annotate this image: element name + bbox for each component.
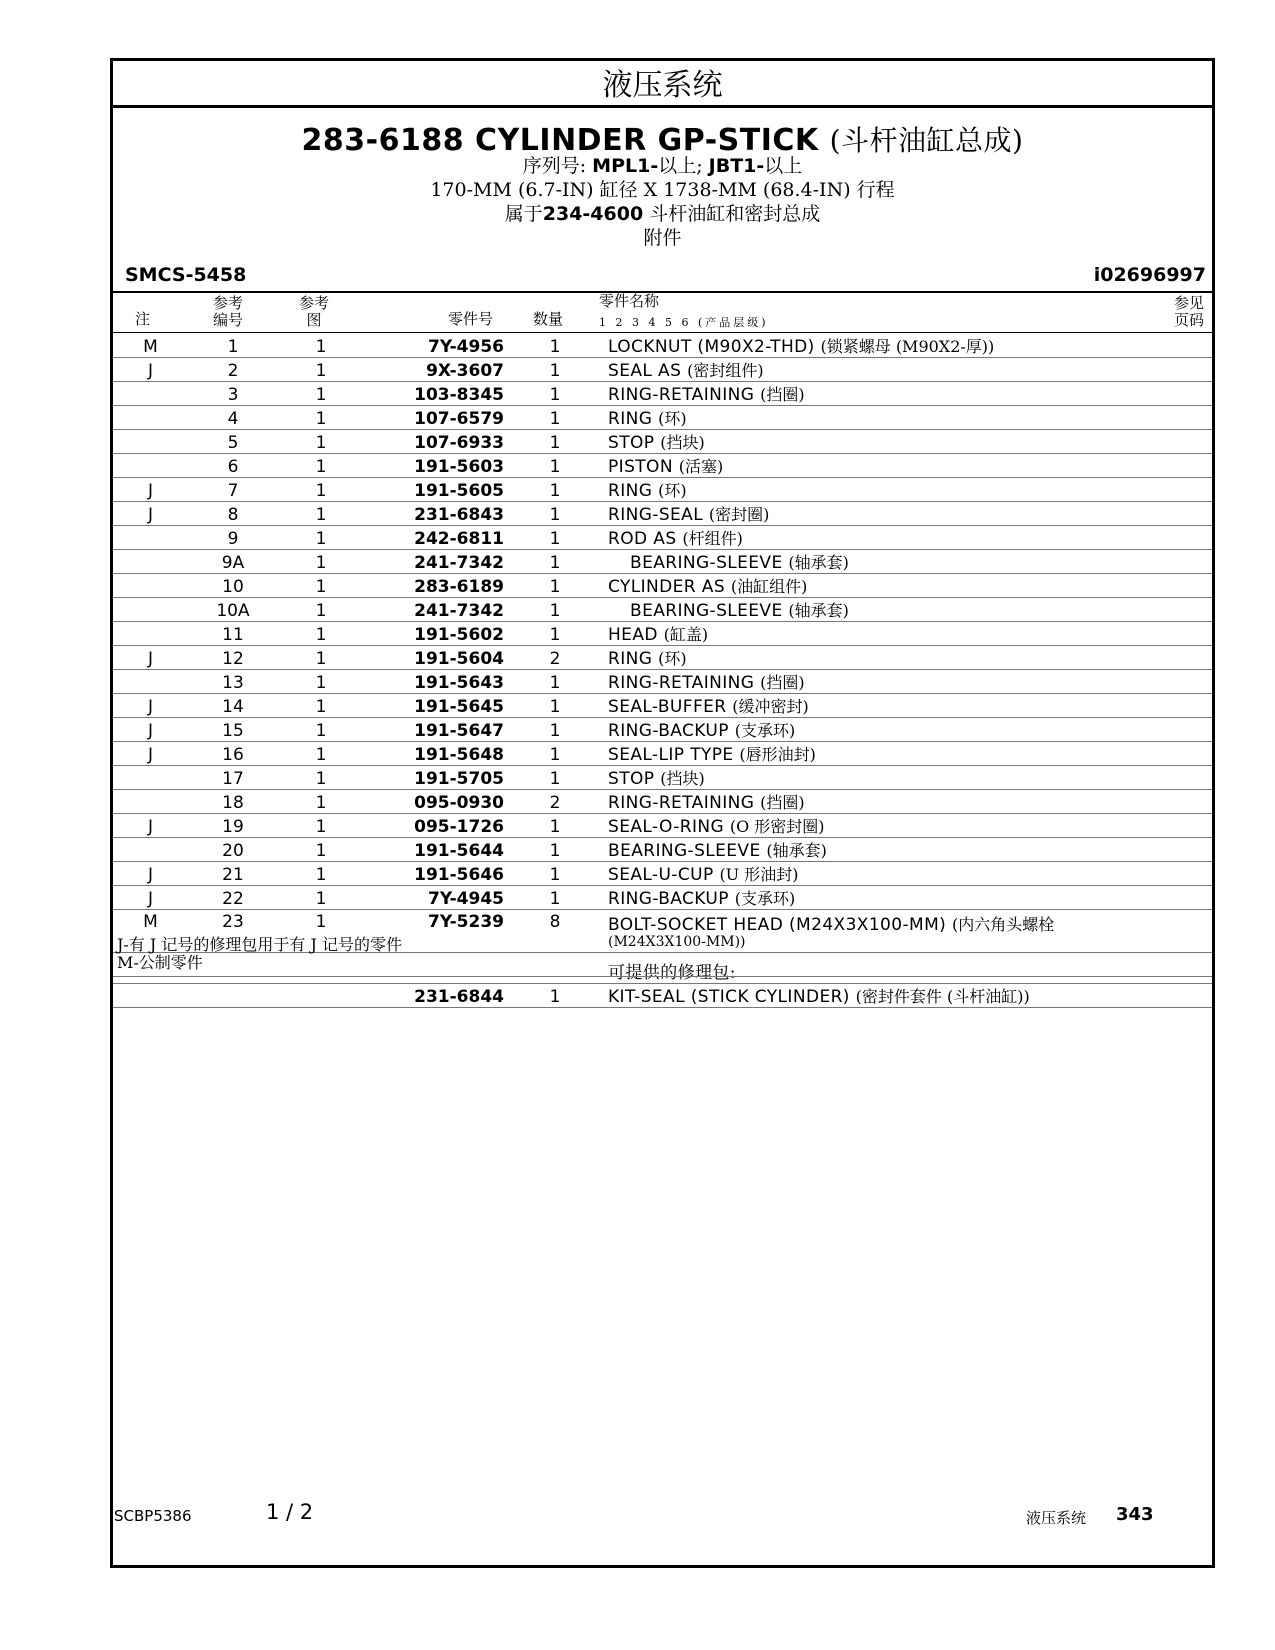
part-number-cell: 241-7342 — [364, 550, 510, 574]
part-name: STOP — [608, 769, 655, 789]
title-name: CYLINDER GP-STICK — [475, 123, 819, 158]
part-name-cn: (杆组件) — [682, 529, 743, 548]
part-name: RING — [608, 649, 653, 669]
qty-cell: 2 — [510, 646, 600, 670]
part-name-cn: (环) — [658, 481, 687, 500]
note-j: J-有 J 记号的修理包用于有 J 记号的零件 — [117, 935, 402, 954]
ref-fig-cell: 1 — [278, 382, 364, 406]
ref-fig-cell: 1 — [278, 790, 364, 814]
part-name-cn: (轴承套) — [788, 553, 849, 572]
note-cell: J — [113, 742, 188, 766]
ref-no-cell: 15 — [188, 718, 278, 742]
table-row — [113, 550, 1212, 574]
part-name-cell — [600, 694, 1212, 718]
qty-cell: 2 — [510, 790, 600, 814]
part-name-cn: (密封件套件 (斗杆油缸)) — [855, 987, 1030, 1006]
qty-cell: 1 — [510, 406, 600, 430]
note-cell — [113, 526, 188, 550]
qty-cell: 1 — [510, 502, 600, 526]
part-name-cell — [600, 502, 1212, 526]
qty-cell: 1 — [510, 382, 600, 406]
note-cell: J — [113, 886, 188, 910]
table-row — [113, 838, 1212, 862]
qty-cell: 1 — [510, 334, 600, 358]
part-name: RING — [608, 409, 653, 429]
part-name-cn: (唇形油封) — [739, 745, 816, 764]
ref-fig-cell: 1 — [278, 454, 364, 478]
ref-no-cell: 16 — [188, 742, 278, 766]
part-name-cell — [600, 598, 1212, 622]
ref-fig-cell: 1 — [278, 742, 364, 766]
table-row — [113, 790, 1212, 814]
part-number-cell: 242-6811 — [364, 526, 510, 550]
ref-no-cell: 23 — [188, 910, 278, 953]
part-number-cell: 7Y-5239 — [364, 910, 510, 953]
header-levels: 1 2 3 4 5 6 (产品层级) — [599, 316, 769, 329]
parts-table-body — [113, 334, 1212, 1008]
part-number-cell: 191-5603 — [364, 454, 510, 478]
qty-cell: 1 — [510, 984, 600, 1008]
ref-no-cell: 3 — [188, 382, 278, 406]
part-number-cell: 191-5602 — [364, 622, 510, 646]
note-cell — [113, 406, 188, 430]
part-number-cell: 191-5646 — [364, 862, 510, 886]
note-cell: J — [113, 502, 188, 526]
table-row — [113, 670, 1212, 694]
ref-no-cell: 14 — [188, 694, 278, 718]
spec-line: 170-MM (6.7-IN) 缸径 X 1738-MM (68.4-IN) 行程 — [430, 179, 895, 201]
qty-cell: 1 — [510, 814, 600, 838]
part-name-cell — [600, 334, 1212, 358]
part-number-cell: 103-8345 — [364, 382, 510, 406]
part-name: BEARING-SLEEVE — [608, 841, 761, 861]
ref-no-cell — [188, 984, 278, 1008]
part-number-cell: 191-5705 — [364, 766, 510, 790]
note-cell — [113, 598, 188, 622]
notes — [117, 936, 402, 972]
ref-no-cell: 19 — [188, 814, 278, 838]
part-name-cn: (挡圈) — [760, 793, 805, 812]
qty-cell: 1 — [510, 838, 600, 862]
attachment-line: 附件 — [643, 227, 682, 249]
part-name-cn: (轴承套) — [788, 601, 849, 620]
part-name-cell — [600, 742, 1212, 766]
ref-fig-cell: 1 — [278, 406, 364, 430]
note-cell: M — [113, 334, 188, 358]
ref-no-cell: 10A — [188, 598, 278, 622]
qty-cell: 1 — [510, 454, 600, 478]
ref-fig-cell: 1 — [278, 670, 364, 694]
part-name: HEAD — [608, 625, 658, 645]
ref-fig-cell: 1 — [278, 838, 364, 862]
part-name-cell — [600, 670, 1212, 694]
table-row — [113, 574, 1212, 598]
ref-no-cell: 9 — [188, 526, 278, 550]
part-name-cn-cont: (M24X3X100-MM)) — [608, 934, 746, 950]
table-row — [113, 478, 1212, 502]
part-name: BOLT-SOCKET HEAD (M24X3X100-MM) — [608, 915, 947, 935]
ref-no-cell: 13 — [188, 670, 278, 694]
note-cell — [113, 454, 188, 478]
part-name: STOP — [608, 433, 655, 453]
ref-fig-cell: 1 — [278, 646, 364, 670]
table-row — [113, 886, 1212, 910]
part-name-cell — [600, 718, 1212, 742]
footer-section: 液压系统 — [1026, 1509, 1087, 1527]
ref-no-cell: 22 — [188, 886, 278, 910]
part-name-cn: (锁紧螺母 (M90X2-厚)) — [820, 337, 995, 356]
part-name: PISTON — [608, 457, 673, 477]
part-number-cell: 283-6189 — [364, 574, 510, 598]
part-name-cell — [600, 526, 1212, 550]
ref-fig-cell: 1 — [278, 334, 364, 358]
note-cell — [113, 382, 188, 406]
ref-fig-cell: 1 — [278, 550, 364, 574]
title-part-number: 283-6188 — [301, 123, 465, 158]
ref-no-cell: 11 — [188, 622, 278, 646]
header-ref-fig: 参考 图 — [299, 294, 330, 329]
table-row — [113, 358, 1212, 382]
ref-fig-cell — [278, 984, 364, 1008]
serial-line: 序列号: MPL1-以上; JBT1-以上 — [522, 155, 803, 177]
note-cell — [113, 670, 188, 694]
notes-rule — [113, 976, 1212, 977]
belongs-line: 属于234-4600 斗杆油缸和密封总成 — [504, 203, 821, 225]
qty-cell: 1 — [510, 766, 600, 790]
part-number-cell: 7Y-4956 — [364, 334, 510, 358]
table-row — [113, 502, 1212, 526]
part-name-cn: (内六角头螺栓 — [952, 915, 1055, 934]
part-name-cell — [600, 574, 1212, 598]
part-name: BEARING-SLEEVE — [630, 601, 783, 621]
ref-fig-cell: 1 — [278, 766, 364, 790]
ref-no-cell: 7 — [188, 478, 278, 502]
ref-no-cell: 1 — [188, 334, 278, 358]
part-name: SEAL-O-RING — [608, 817, 725, 837]
note-cell — [113, 790, 188, 814]
qty-cell: 1 — [510, 862, 600, 886]
note-m: M-公制零件 — [117, 953, 203, 972]
part-name: RING-BACKUP — [608, 721, 729, 741]
table-row — [113, 406, 1212, 430]
table-row — [113, 430, 1212, 454]
part-name-cn: (挡块) — [660, 433, 705, 452]
ref-fig-cell: 1 — [278, 862, 364, 886]
part-name-cn: (密封组件) — [687, 361, 764, 380]
ref-no-cell: 10 — [188, 574, 278, 598]
ref-no-cell: 9A — [188, 550, 278, 574]
qty-cell: 1 — [510, 718, 600, 742]
table-row — [113, 766, 1212, 790]
note-cell: M — [113, 910, 188, 953]
part-name-cell — [600, 766, 1212, 790]
note-cell: J — [113, 646, 188, 670]
smcs-code: SMCS-5458 — [125, 264, 247, 286]
part-name-cn: (环) — [658, 649, 687, 668]
table-row — [113, 454, 1212, 478]
ref-no-cell: 21 — [188, 862, 278, 886]
ref-fig-cell: 1 — [278, 478, 364, 502]
parts-table — [113, 334, 1212, 1008]
qty-cell: 1 — [510, 430, 600, 454]
note-cell: J — [113, 718, 188, 742]
part-number-cell: 095-0930 — [364, 790, 510, 814]
part-name-cell — [600, 550, 1212, 574]
note-cell: J — [113, 358, 188, 382]
part-number-cell: 7Y-4945 — [364, 886, 510, 910]
part-name-cell — [600, 910, 1212, 953]
part-number-cell: 191-5645 — [364, 694, 510, 718]
part-name: RING-SEAL — [608, 505, 704, 525]
part-name: RING — [608, 481, 653, 501]
qty-cell: 1 — [510, 598, 600, 622]
ref-no-cell: 6 — [188, 454, 278, 478]
ref-no-cell: 17 — [188, 766, 278, 790]
note-cell — [113, 430, 188, 454]
part-name-cn: (环) — [658, 409, 687, 428]
ref-fig-cell: 1 — [278, 574, 364, 598]
part-name-cell — [600, 886, 1212, 910]
ref-fig-cell: 1 — [278, 622, 364, 646]
note-cell — [113, 622, 188, 646]
table-row — [113, 334, 1212, 358]
ref-fig-cell: 1 — [278, 910, 364, 953]
ref-fig-cell: 1 — [278, 502, 364, 526]
note-cell — [113, 550, 188, 574]
title-name-cn: (斗杆油缸总成) — [829, 124, 1024, 157]
part-name: CYLINDER AS — [608, 577, 726, 597]
part-number-cell: 191-5643 — [364, 670, 510, 694]
ref-no-cell: 2 — [188, 358, 278, 382]
header-part-name: 零件名称 — [599, 292, 660, 310]
section-title: 液压系统 — [113, 61, 1212, 108]
ref-fig-cell: 1 — [278, 598, 364, 622]
part-name-cn: (缸盖) — [663, 625, 709, 644]
qty-cell: 1 — [510, 478, 600, 502]
part-name-cn: (支承环) — [734, 721, 796, 740]
part-name-cell — [600, 838, 1212, 862]
qty-cell: 1 — [510, 526, 600, 550]
part-name-cn: (挡圈) — [760, 673, 805, 692]
ref-fig-cell: 1 — [278, 718, 364, 742]
part-name-cn: (密封圈) — [708, 505, 770, 524]
part-name-cell — [600, 790, 1212, 814]
qty-cell: 1 — [510, 670, 600, 694]
table-row — [113, 814, 1212, 838]
table-row — [113, 694, 1212, 718]
part-number-cell: 191-5648 — [364, 742, 510, 766]
ref-fig-cell: 1 — [278, 526, 364, 550]
header-rule — [113, 291, 1212, 293]
part-name-cell — [600, 646, 1212, 670]
part-number-cell: 191-5647 — [364, 718, 510, 742]
part-name: RING-RETAINING — [608, 673, 755, 693]
part-number-cell: 107-6933 — [364, 430, 510, 454]
page-frame — [110, 58, 1215, 1568]
part-name: SEAL-BUFFER — [608, 697, 727, 717]
table-row — [113, 718, 1212, 742]
part-name: LOCKNUT (M90X2-THD) — [608, 337, 815, 357]
part-name-cn: (挡块) — [660, 769, 705, 788]
ref-no-cell: 12 — [188, 646, 278, 670]
part-number-cell: 095-1726 — [364, 814, 510, 838]
part-name-cell — [600, 814, 1212, 838]
footer-doc-id: SCBP5386 — [114, 1507, 192, 1525]
part-number-cell: 191-5644 — [364, 838, 510, 862]
part-name: KIT-SEAL (STICK CYLINDER) — [608, 987, 850, 1007]
part-name-cn: (活塞) — [678, 457, 724, 476]
part-number-cell: 191-5604 — [364, 646, 510, 670]
header-note: 注 — [135, 310, 151, 328]
part-name-cell — [600, 862, 1212, 886]
header-part-no: 零件号 — [448, 310, 494, 328]
ref-no-cell: 4 — [188, 406, 278, 430]
part-name: RING-RETAINING — [608, 793, 755, 813]
part-name-cell — [600, 622, 1212, 646]
empty-cell — [510, 953, 600, 984]
table-row — [113, 382, 1212, 406]
part-name-cell — [600, 454, 1212, 478]
table-row — [113, 526, 1212, 550]
part-name-cell — [600, 358, 1212, 382]
ref-no-cell: 20 — [188, 838, 278, 862]
header-ref-no: 参考 编号 — [213, 294, 244, 329]
note-cell: J — [113, 814, 188, 838]
note-cell: J — [113, 862, 188, 886]
ref-no-cell: 18 — [188, 790, 278, 814]
illustration-id: i02696997 — [1093, 264, 1206, 286]
qty-cell: 1 — [510, 886, 600, 910]
qty-cell: 1 — [510, 574, 600, 598]
part-number-cell: 231-6844 — [364, 984, 510, 1008]
part-name-cell — [600, 478, 1212, 502]
ref-fig-cell: 1 — [278, 886, 364, 910]
part-name-cn: (挡圈) — [760, 385, 805, 404]
qty-cell: 1 — [510, 694, 600, 718]
part-name-cn: (油缸组件) — [730, 577, 808, 596]
table-row — [113, 646, 1212, 670]
ref-fig-cell: 1 — [278, 358, 364, 382]
note-cell: J — [113, 478, 188, 502]
footer-page-number: 343 — [1116, 1504, 1154, 1525]
part-number-cell: 9X-3607 — [364, 358, 510, 382]
ref-no-cell: 5 — [188, 430, 278, 454]
part-name: SEAL-LIP TYPE — [608, 745, 734, 765]
ref-fig-cell: 1 — [278, 814, 364, 838]
table-row — [113, 862, 1212, 886]
header-qty: 数量 — [533, 310, 564, 328]
header-bottom-rule — [113, 332, 1212, 333]
part-name: RING-BACKUP — [608, 889, 729, 909]
part-name-cell — [600, 406, 1212, 430]
ref-no-cell: 8 — [188, 502, 278, 526]
header-ref-page: 参见 页码 — [1173, 294, 1204, 329]
kit-row — [113, 984, 1212, 1008]
part-name-cell — [600, 984, 1212, 1008]
qty-cell: 1 — [510, 742, 600, 766]
note-cell: J — [113, 694, 188, 718]
qty-cell: 1 — [510, 358, 600, 382]
part-name-cn: (支承环) — [734, 889, 796, 908]
qty-cell: 1 — [510, 622, 600, 646]
kit-label: 可提供的修理包: — [600, 953, 1212, 984]
table-row — [113, 742, 1212, 766]
part-name-cn: (O 形密封圈) — [729, 817, 825, 836]
footer-page-of: 1 / 2 — [266, 1500, 314, 1524]
part-name: SEAL-U-CUP — [608, 865, 714, 885]
part-number-cell: 191-5605 — [364, 478, 510, 502]
part-name-cn: (U 形油封) — [719, 865, 799, 884]
ref-fig-cell: 1 — [278, 430, 364, 454]
part-name: RING-RETAINING — [608, 385, 755, 405]
part-name: SEAL AS — [608, 361, 682, 381]
qty-cell: 8 — [510, 910, 600, 953]
table-row — [113, 598, 1212, 622]
table-row — [113, 622, 1212, 646]
part-name: ROD AS — [608, 529, 677, 549]
note-cell — [113, 574, 188, 598]
part-name-cn: (缓冲密封) — [732, 697, 809, 716]
part-name: BEARING-SLEEVE — [630, 553, 783, 573]
note-cell — [113, 838, 188, 862]
ref-fig-cell: 1 — [278, 694, 364, 718]
qty-cell: 1 — [510, 550, 600, 574]
part-name-cn: (轴承套) — [766, 841, 827, 860]
note-cell — [113, 766, 188, 790]
part-number-cell: 107-6579 — [364, 406, 510, 430]
note-cell — [113, 984, 188, 1008]
part-name-cell — [600, 430, 1212, 454]
part-number-cell: 231-6843 — [364, 502, 510, 526]
part-number-cell: 241-7342 — [364, 598, 510, 622]
part-name-cell — [600, 382, 1212, 406]
